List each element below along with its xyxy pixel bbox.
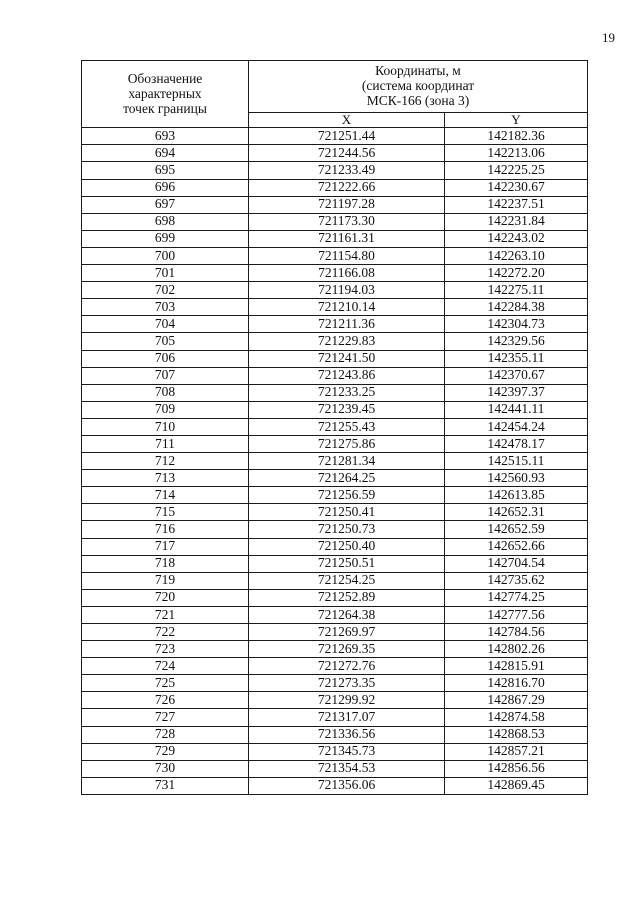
table-row [82, 606, 588, 623]
x-coordinate-cell: 721254.25 [249, 572, 445, 589]
table-row [82, 726, 588, 743]
point-id-cell: 696 [82, 179, 249, 196]
point-id-cell: 694 [82, 145, 249, 162]
point-id-cell: 698 [82, 213, 249, 230]
table-row [82, 179, 588, 196]
x-coordinate-cell: 721211.36 [249, 316, 445, 333]
y-coordinate-cell: 142652.31 [445, 504, 588, 521]
y-coordinate-cell: 142515.11 [445, 453, 588, 470]
table-row [82, 333, 588, 350]
table-row [82, 247, 588, 264]
point-id-cell: 725 [82, 675, 249, 692]
y-coordinate-cell: 142284.38 [445, 299, 588, 316]
y-coordinate-cell: 142441.11 [445, 401, 588, 418]
point-id-cell: 717 [82, 538, 249, 555]
y-coordinate-cell: 142777.56 [445, 606, 588, 623]
table-row [82, 453, 588, 470]
y-coordinate-cell: 142802.26 [445, 641, 588, 658]
y-coordinate-cell: 142815.91 [445, 658, 588, 675]
point-id-cell: 720 [82, 589, 249, 606]
table-row [82, 658, 588, 675]
point-id-cell: 730 [82, 760, 249, 777]
y-coordinate-cell: 142230.67 [445, 179, 588, 196]
table-row [82, 384, 588, 401]
x-coordinate-cell: 721161.31 [249, 230, 445, 247]
y-coordinate-cell: 142272.20 [445, 265, 588, 282]
table-row [82, 145, 588, 162]
x-coordinate-cell: 721233.25 [249, 384, 445, 401]
y-coordinate-cell: 142735.62 [445, 572, 588, 589]
y-coordinate-cell: 142478.17 [445, 435, 588, 452]
y-coordinate-cell: 142856.56 [445, 760, 588, 777]
point-id-cell: 724 [82, 658, 249, 675]
table-row [82, 641, 588, 658]
y-coordinate-cell: 142397.37 [445, 384, 588, 401]
table-row [82, 555, 588, 572]
point-id-cell: 699 [82, 230, 249, 247]
y-coordinate-cell: 142868.53 [445, 726, 588, 743]
point-id-cell: 700 [82, 247, 249, 264]
point-id-cell: 731 [82, 777, 249, 794]
point-id-cell: 711 [82, 435, 249, 452]
x-coordinate-cell: 721229.83 [249, 333, 445, 350]
table-row [82, 743, 588, 760]
x-coordinate-cell: 721250.51 [249, 555, 445, 572]
x-coordinate-cell: 721166.08 [249, 265, 445, 282]
x-coordinate-cell: 721250.41 [249, 504, 445, 521]
x-coordinate-cell: 721210.14 [249, 299, 445, 316]
point-id-cell: 703 [82, 299, 249, 316]
point-id-cell: 712 [82, 453, 249, 470]
table-row [82, 265, 588, 282]
point-id-cell: 695 [82, 162, 249, 179]
point-id-cell: 702 [82, 282, 249, 299]
point-id-cell: 723 [82, 641, 249, 658]
point-id-cell: 706 [82, 350, 249, 367]
x-coordinate-cell: 721336.56 [249, 726, 445, 743]
table-row [82, 777, 588, 794]
table-row [82, 418, 588, 435]
table-row [82, 282, 588, 299]
point-id-cell: 718 [82, 555, 249, 572]
y-coordinate-cell: 142237.51 [445, 196, 588, 213]
y-coordinate-cell: 142652.66 [445, 538, 588, 555]
point-id-cell: 727 [82, 709, 249, 726]
y-coordinate-cell: 142304.73 [445, 316, 588, 333]
y-coordinate-cell: 142275.11 [445, 282, 588, 299]
x-coordinate-cell: 721222.66 [249, 179, 445, 196]
table-row [82, 316, 588, 333]
y-column-header: Y [445, 113, 588, 128]
x-coordinate-cell: 721264.38 [249, 606, 445, 623]
x-coordinate-cell: 721244.56 [249, 145, 445, 162]
table-row [82, 572, 588, 589]
y-coordinate-cell: 142774.25 [445, 589, 588, 606]
table-row [82, 401, 588, 418]
table-row [82, 760, 588, 777]
y-coordinate-cell: 142213.06 [445, 145, 588, 162]
table-row [82, 589, 588, 606]
point-id-cell: 693 [82, 128, 249, 145]
table-row [82, 230, 588, 247]
x-coordinate-cell: 721345.73 [249, 743, 445, 760]
y-coordinate-cell: 142355.11 [445, 350, 588, 367]
table-row [82, 128, 588, 145]
table-row [82, 709, 588, 726]
x-coordinate-cell: 721269.35 [249, 641, 445, 658]
point-id-cell: 722 [82, 624, 249, 641]
y-coordinate-cell: 142231.84 [445, 213, 588, 230]
y-coordinate-cell: 142869.45 [445, 777, 588, 794]
point-id-cell: 707 [82, 367, 249, 384]
point-id-cell: 709 [82, 401, 249, 418]
point-id-cell: 726 [82, 692, 249, 709]
y-coordinate-cell: 142857.21 [445, 743, 588, 760]
point-id-cell: 701 [82, 265, 249, 282]
point-id-cell: 721 [82, 606, 249, 623]
coordinates-group-header: Координаты, м (система координат МСК-166 (зона 3) [249, 61, 588, 113]
point-id-cell: 713 [82, 470, 249, 487]
x-coordinate-cell: 721241.50 [249, 350, 445, 367]
y-coordinate-cell: 142874.58 [445, 709, 588, 726]
y-coordinate-cell: 142370.67 [445, 367, 588, 384]
y-coordinate-cell: 142867.29 [445, 692, 588, 709]
table-row [82, 624, 588, 641]
x-coordinate-cell: 721354.53 [249, 760, 445, 777]
point-id-cell: 729 [82, 743, 249, 760]
point-id-cell: 715 [82, 504, 249, 521]
x-column-header: X [249, 113, 445, 128]
x-coordinate-cell: 721250.73 [249, 521, 445, 538]
table-row [82, 470, 588, 487]
y-coordinate-cell: 142613.85 [445, 487, 588, 504]
point-designation-header: Обозначение характерных точек границы [82, 61, 249, 128]
x-coordinate-cell: 721356.06 [249, 777, 445, 794]
x-coordinate-cell: 721243.86 [249, 367, 445, 384]
y-coordinate-cell: 142182.36 [445, 128, 588, 145]
x-coordinate-cell: 721273.35 [249, 675, 445, 692]
y-coordinate-cell: 142704.54 [445, 555, 588, 572]
table-row [82, 692, 588, 709]
point-id-cell: 697 [82, 196, 249, 213]
table-body [82, 128, 588, 795]
table-row [82, 487, 588, 504]
point-id-cell: 714 [82, 487, 249, 504]
x-coordinate-cell: 721256.59 [249, 487, 445, 504]
y-coordinate-cell: 142225.25 [445, 162, 588, 179]
page-number: 19 [602, 30, 615, 45]
point-id-cell: 710 [82, 418, 249, 435]
x-coordinate-cell: 721281.34 [249, 453, 445, 470]
table-row [82, 435, 588, 452]
table-row [82, 350, 588, 367]
coordinates-table [81, 60, 588, 795]
table-row [82, 367, 588, 384]
y-coordinate-cell: 142560.93 [445, 470, 588, 487]
x-coordinate-cell: 721317.07 [249, 709, 445, 726]
table-row [82, 504, 588, 521]
y-coordinate-cell: 142243.02 [445, 230, 588, 247]
table-row [82, 299, 588, 316]
x-coordinate-cell: 721251.44 [249, 128, 445, 145]
y-coordinate-cell: 142784.56 [445, 624, 588, 641]
point-id-cell: 728 [82, 726, 249, 743]
y-coordinate-cell: 142329.56 [445, 333, 588, 350]
x-coordinate-cell: 721154.80 [249, 247, 445, 264]
x-coordinate-cell: 721299.92 [249, 692, 445, 709]
x-coordinate-cell: 721233.49 [249, 162, 445, 179]
x-coordinate-cell: 721264.25 [249, 470, 445, 487]
table-row [82, 162, 588, 179]
y-coordinate-cell: 142263.10 [445, 247, 588, 264]
point-id-cell: 705 [82, 333, 249, 350]
x-coordinate-cell: 721173.30 [249, 213, 445, 230]
x-coordinate-cell: 721250.40 [249, 538, 445, 555]
table-row [82, 196, 588, 213]
x-coordinate-cell: 721275.86 [249, 435, 445, 452]
point-id-cell: 716 [82, 521, 249, 538]
point-id-cell: 704 [82, 316, 249, 333]
y-coordinate-cell: 142816.70 [445, 675, 588, 692]
x-coordinate-cell: 721197.28 [249, 196, 445, 213]
table-row [82, 538, 588, 555]
table-row [82, 675, 588, 692]
y-coordinate-cell: 142652.59 [445, 521, 588, 538]
point-id-cell: 719 [82, 572, 249, 589]
y-coordinate-cell: 142454.24 [445, 418, 588, 435]
x-coordinate-cell: 721255.43 [249, 418, 445, 435]
point-id-cell: 708 [82, 384, 249, 401]
x-coordinate-cell: 721269.97 [249, 624, 445, 641]
x-coordinate-cell: 721252.89 [249, 589, 445, 606]
x-coordinate-cell: 721272.76 [249, 658, 445, 675]
table-row [82, 521, 588, 538]
table-row [82, 213, 588, 230]
x-coordinate-cell: 721194.03 [249, 282, 445, 299]
x-coordinate-cell: 721239.45 [249, 401, 445, 418]
